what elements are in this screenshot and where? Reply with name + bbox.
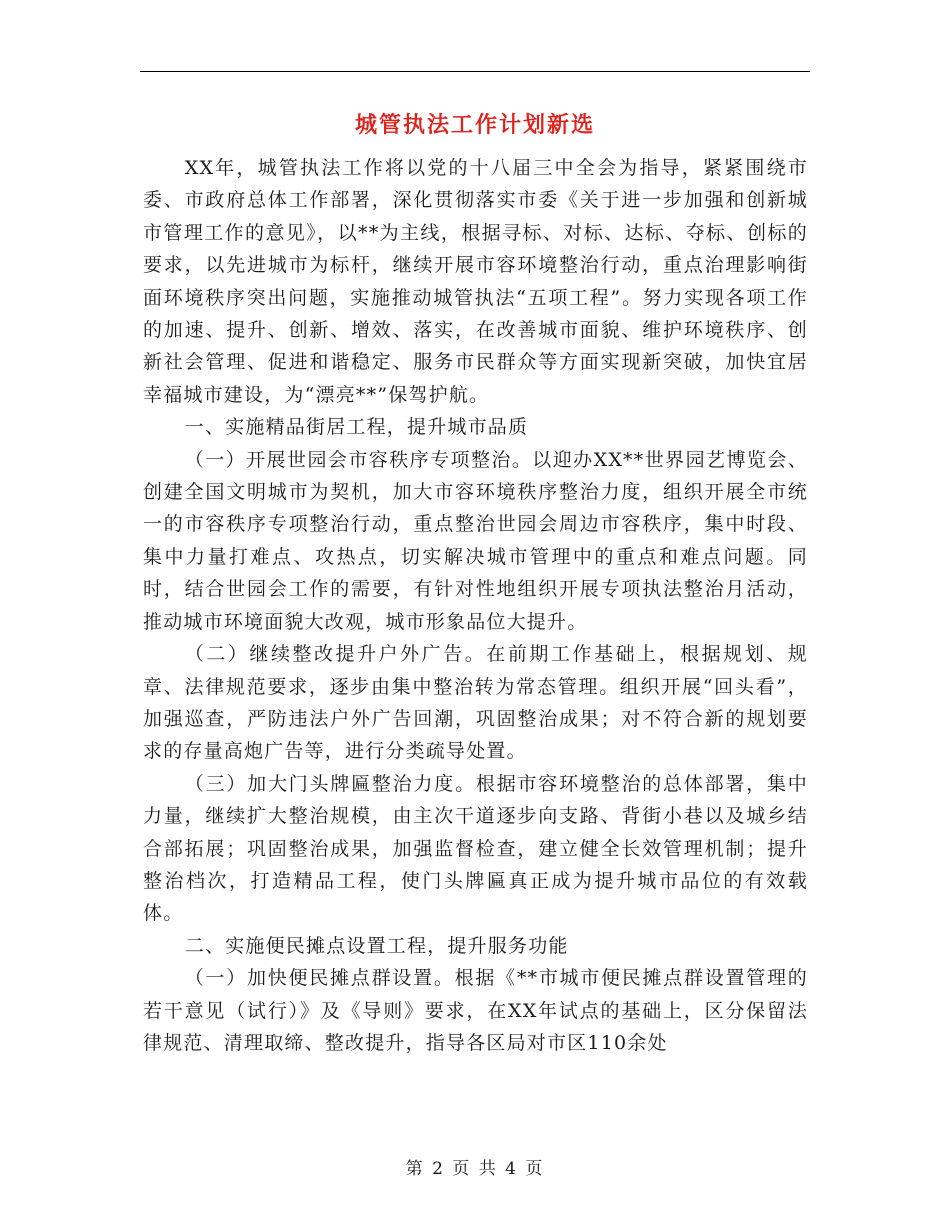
- page-number: 第 2 页 共 4 页: [405, 1159, 545, 1179]
- section-heading-2: 二、实施便民摊点设置工程，提升服务功能: [184, 934, 569, 957]
- intro-paragraph: XX年，城管执法工作将以党的十八届三中全会为指导，紧紧围绕市委、市政府总体工作部署，深化贯彻落实市委《关于进一步加强和创新城市管理工作的意见》，以**为主线，根据寻标、对标、达标、夺标、创标的要求，以先进城市为标杆，继续开展市容环境整治行动，重点治理影响街面环境秩序突出问题，实施推动城管执法“五项工程”。努力实现各项工作的加速、提升、创新、增效、落实，在改善城市面貌、维护环境秩序、创新社会管理、促进和谐稳定、服务市民群众等方面实现新突破，加快宜居幸福城市建设，为“漂亮**”保驾护航。: [143, 157, 808, 406]
- paragraph-1-1: （一）开展世园会市容秩序专项整治。以迎办XX**世界园艺博览会、创建全国文明城市为契机，加大市容环境秩序整治力度，组织开展全市统一的市容秩序专项整治行动，重点整治世园会周边市容秩序，集中时段、集中力量打难点、攻热点，切实解决城市管理中的重点和难点问题。同时，结合世园会工作的需要，有针对性地组织开展专项执法整治月活动，推动城市环境面貌大改观，城市形象品位大提升。: [143, 448, 808, 633]
- paragraph-2-1: （一）加快便民摊点群设置。根据《**市城市便民摊点群设置管理的若干意见（试行）》及《导则》要求，在XX年试点的基础上，区分保留法律规范、清理取缔、整改提升，指导各区局对市区110余处: [143, 967, 808, 1054]
- section-heading-1: 一、实施精品街居工程，提升城市品质: [184, 416, 529, 439]
- paragraph-1-3: （三）加大门头牌匾整治力度。根据市容环境整治的总体部署，集中力量，继续扩大整治规模，由主次干道逐步向支路、背街小巷以及城乡结合部拓展；巩固整治成果，加强监督检查，建立健全长效管理机制；提升整治档次，打造精品工程，使门头牌匾真正成为提升城市品位的有效载体。: [143, 772, 808, 925]
- page-footer: [0, 1154, 950, 1179]
- header-rule: [140, 71, 810, 72]
- paragraph-1-2: （二）继续整改提升户外广告。在前期工作基础上，根据规划、规章、法律规范要求，逐步由集中整治转为常态管理。组织开展“回头看”，加强巡查，严防违法户外广告回潮，巩固整治成果；对不符合新的规划要求的存量高炮广告等，进行分类疏导处置。: [143, 643, 808, 763]
- document-title: 城管执法工作计划新选: [354, 112, 595, 138]
- document-body: [143, 152, 808, 1059]
